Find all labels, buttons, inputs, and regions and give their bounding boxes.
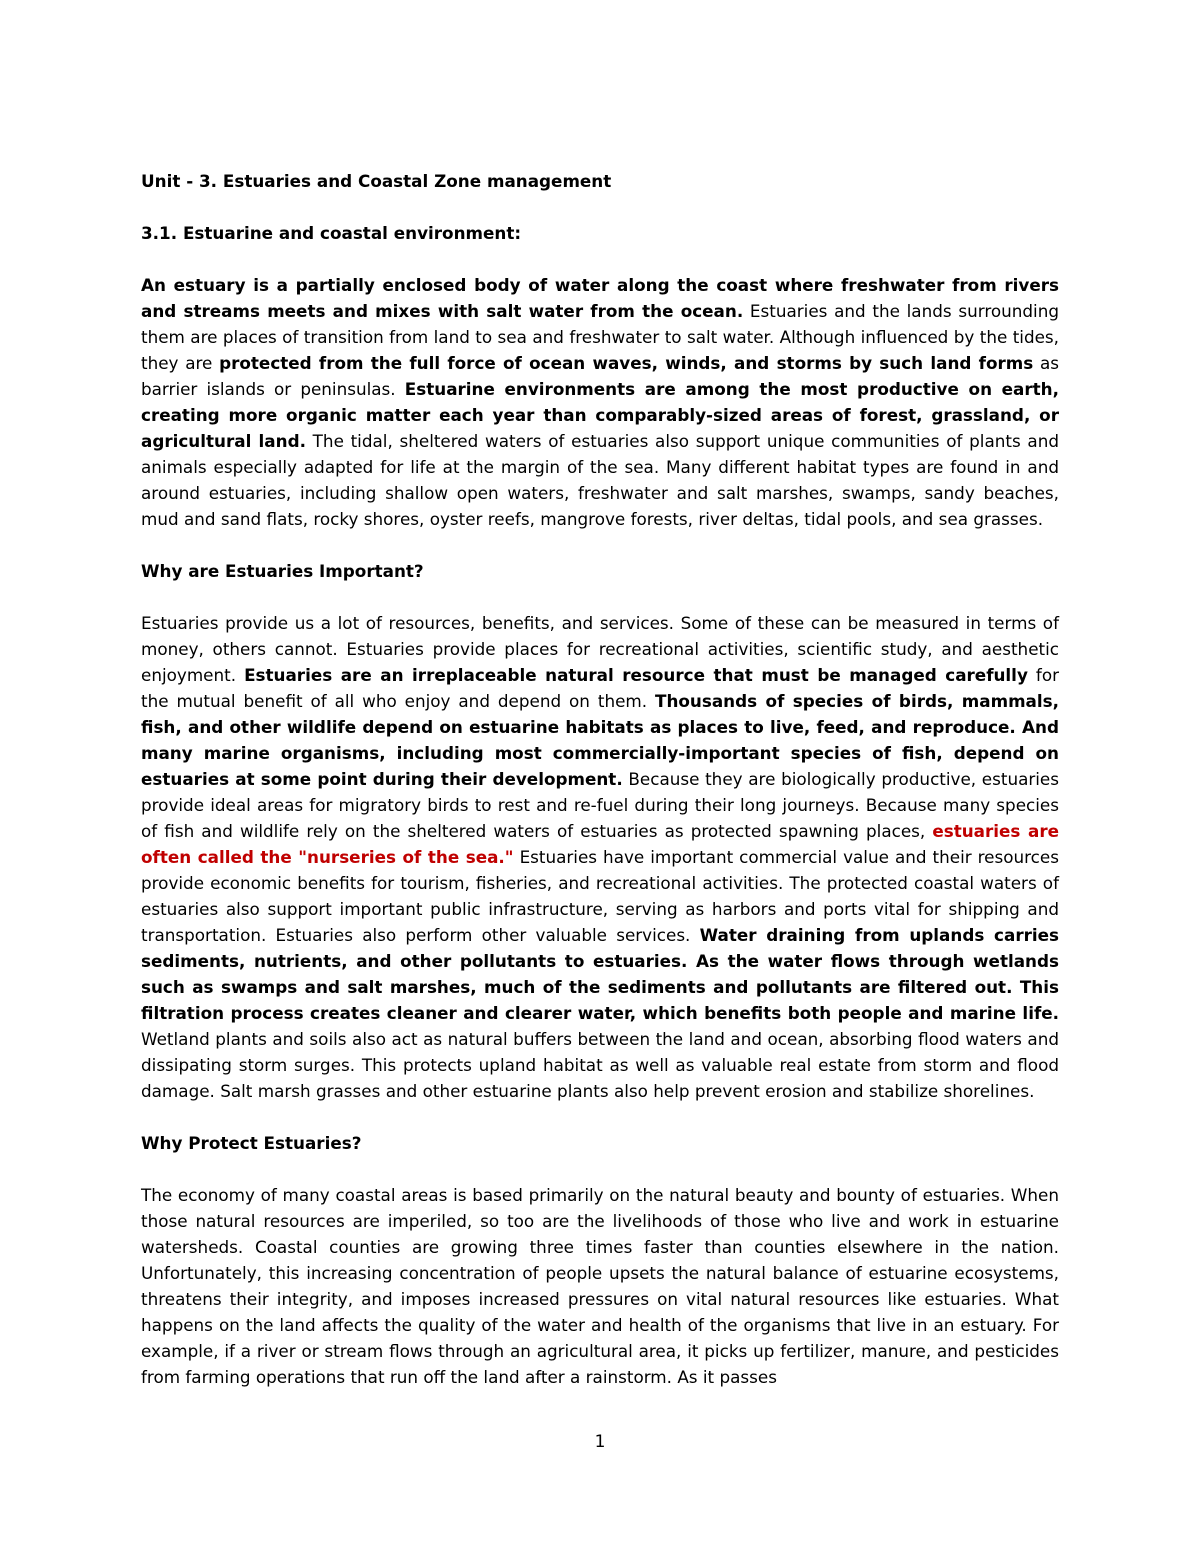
text-run: Estuaries have important commercial value and their resources provide economic benefits for tourism, fisheries, and recreational activities. The protected coastal waters of estuaries also support important public infrastructure, serving as harbors and ports vital for shipping and transportation. Estuaries also perform other valuable services.: [141, 847, 1059, 945]
text-run: Estuaries and the lands surrounding them are places of transition from land to sea and freshwater to salt water. Although influenced by the tides, they are: [141, 301, 1059, 373]
section-title: 3.1. Estuarine and coastal environment:: [141, 223, 522, 243]
body-paragraph: [141, 610, 1059, 1104]
emphasis-red-text: estuaries are often called the "nurseries of the sea.": [141, 821, 1059, 867]
text-run: The tidal, sheltered waters of estuaries also support unique communities of plants and animals especially adapted for life at the margin of the sea. Many different habitat types are found in and around estuaries, including shallow open waters, freshwater and salt marshes, swamps, sandy beaches, mud and sand flats, rocky shores, oyster reefs, mangrove forests, river deltas, tidal pools, and sea grasses.: [141, 431, 1059, 529]
bold-text: Estuaries are an irreplaceable natural resource that must be managed carefully: [244, 665, 1028, 685]
paragraph-container: [141, 272, 1059, 1390]
body-paragraph: [141, 272, 1059, 532]
bold-text: Estuarine environments are among the most productive on earth, creating more organic matter each year than comparably-sized areas of forest, grassland, or agricultural land.: [141, 379, 1059, 451]
page-number: 1: [594, 1432, 606, 1452]
bold-text: protected from the full force of ocean waves, winds, and storms by such land forms: [219, 353, 1034, 373]
text-run: Wetland plants and soils also act as natural buffers between the land and ocean, absorbing flood waters and dissipating storm surges. This protects upland habitat as well as valuable real estate from storm and flood damage. Salt marsh grasses and other estuarine plants also help prevent erosion and stabilize shorelines.: [141, 1029, 1059, 1101]
text-run: as barrier islands or peninsulas.: [141, 353, 1059, 399]
document-body: [141, 168, 1059, 1416]
bold-text: Thousands of species of birds, mammals, fish, and other wildlife depend on estuarine habitats as places to live, feed, and reproduce. And many marine organisms, including most commercially-important species of fish, depend on estuaries at some point during their development.: [141, 691, 1059, 789]
section-heading: Why Protect Estuaries?: [141, 1133, 362, 1153]
bold-text: Water draining from uplands carries sediments, nutrients, and other pollutants to estuaries. As the water flows through wetlands such as swamps and salt marshes, much of the sediments and pollutants are filtered out. This filtration process creates cleaner and clearer water, which benefits both people and marine life.: [141, 925, 1060, 1023]
text-run: Estuaries provide us a lot of resources, benefits, and services. Some of these can be measured in terms of money, others cannot. Estuaries provide places for recreational activities, scientific study, and aesthetic enjoyment.: [141, 613, 1059, 685]
body-paragraph: [141, 1182, 1059, 1390]
text-run: The economy of many coastal areas is based primarily on the natural beauty and bounty of estuaries. When those natural resources are imperiled, so too are the livelihoods of those who live and work in estuarine watersheds. Coastal counties are growing three times faster than counties elsewhere in the nation. Unfortunately, this increasing concentration of people upsets the natural balance of estuarine ecosystems, threatens their integrity, and imposes increased pressures on vital natural resources like estuaries. What happens on the land affects the quality of the water and health of the organisms that live in an estuary. For example, if a river or stream flows through an agricultural area, it picks up fertilizer, manure, and pesticides from farming operations that run off the land after a rainstorm. As it passes: [141, 1185, 1059, 1387]
unit-title: Unit - 3. Estuaries and Coastal Zone management: [141, 171, 612, 191]
bold-text: An estuary is a partially enclosed body of water along the coast where freshwater from rivers and streams meets and mixes with salt water from the ocean.: [141, 275, 1059, 321]
text-run: for the mutual benefit of all who enjoy and depend on them.: [141, 665, 1059, 711]
text-run: Because they are biologically productive, estuaries provide ideal areas for migratory birds to rest and re-fuel during their long journeys. Because many species of fish and wildlife rely on the sheltered waters of estuaries as protected spawning places,: [141, 769, 1059, 841]
section-heading: Why are Estuaries Important?: [141, 561, 424, 581]
